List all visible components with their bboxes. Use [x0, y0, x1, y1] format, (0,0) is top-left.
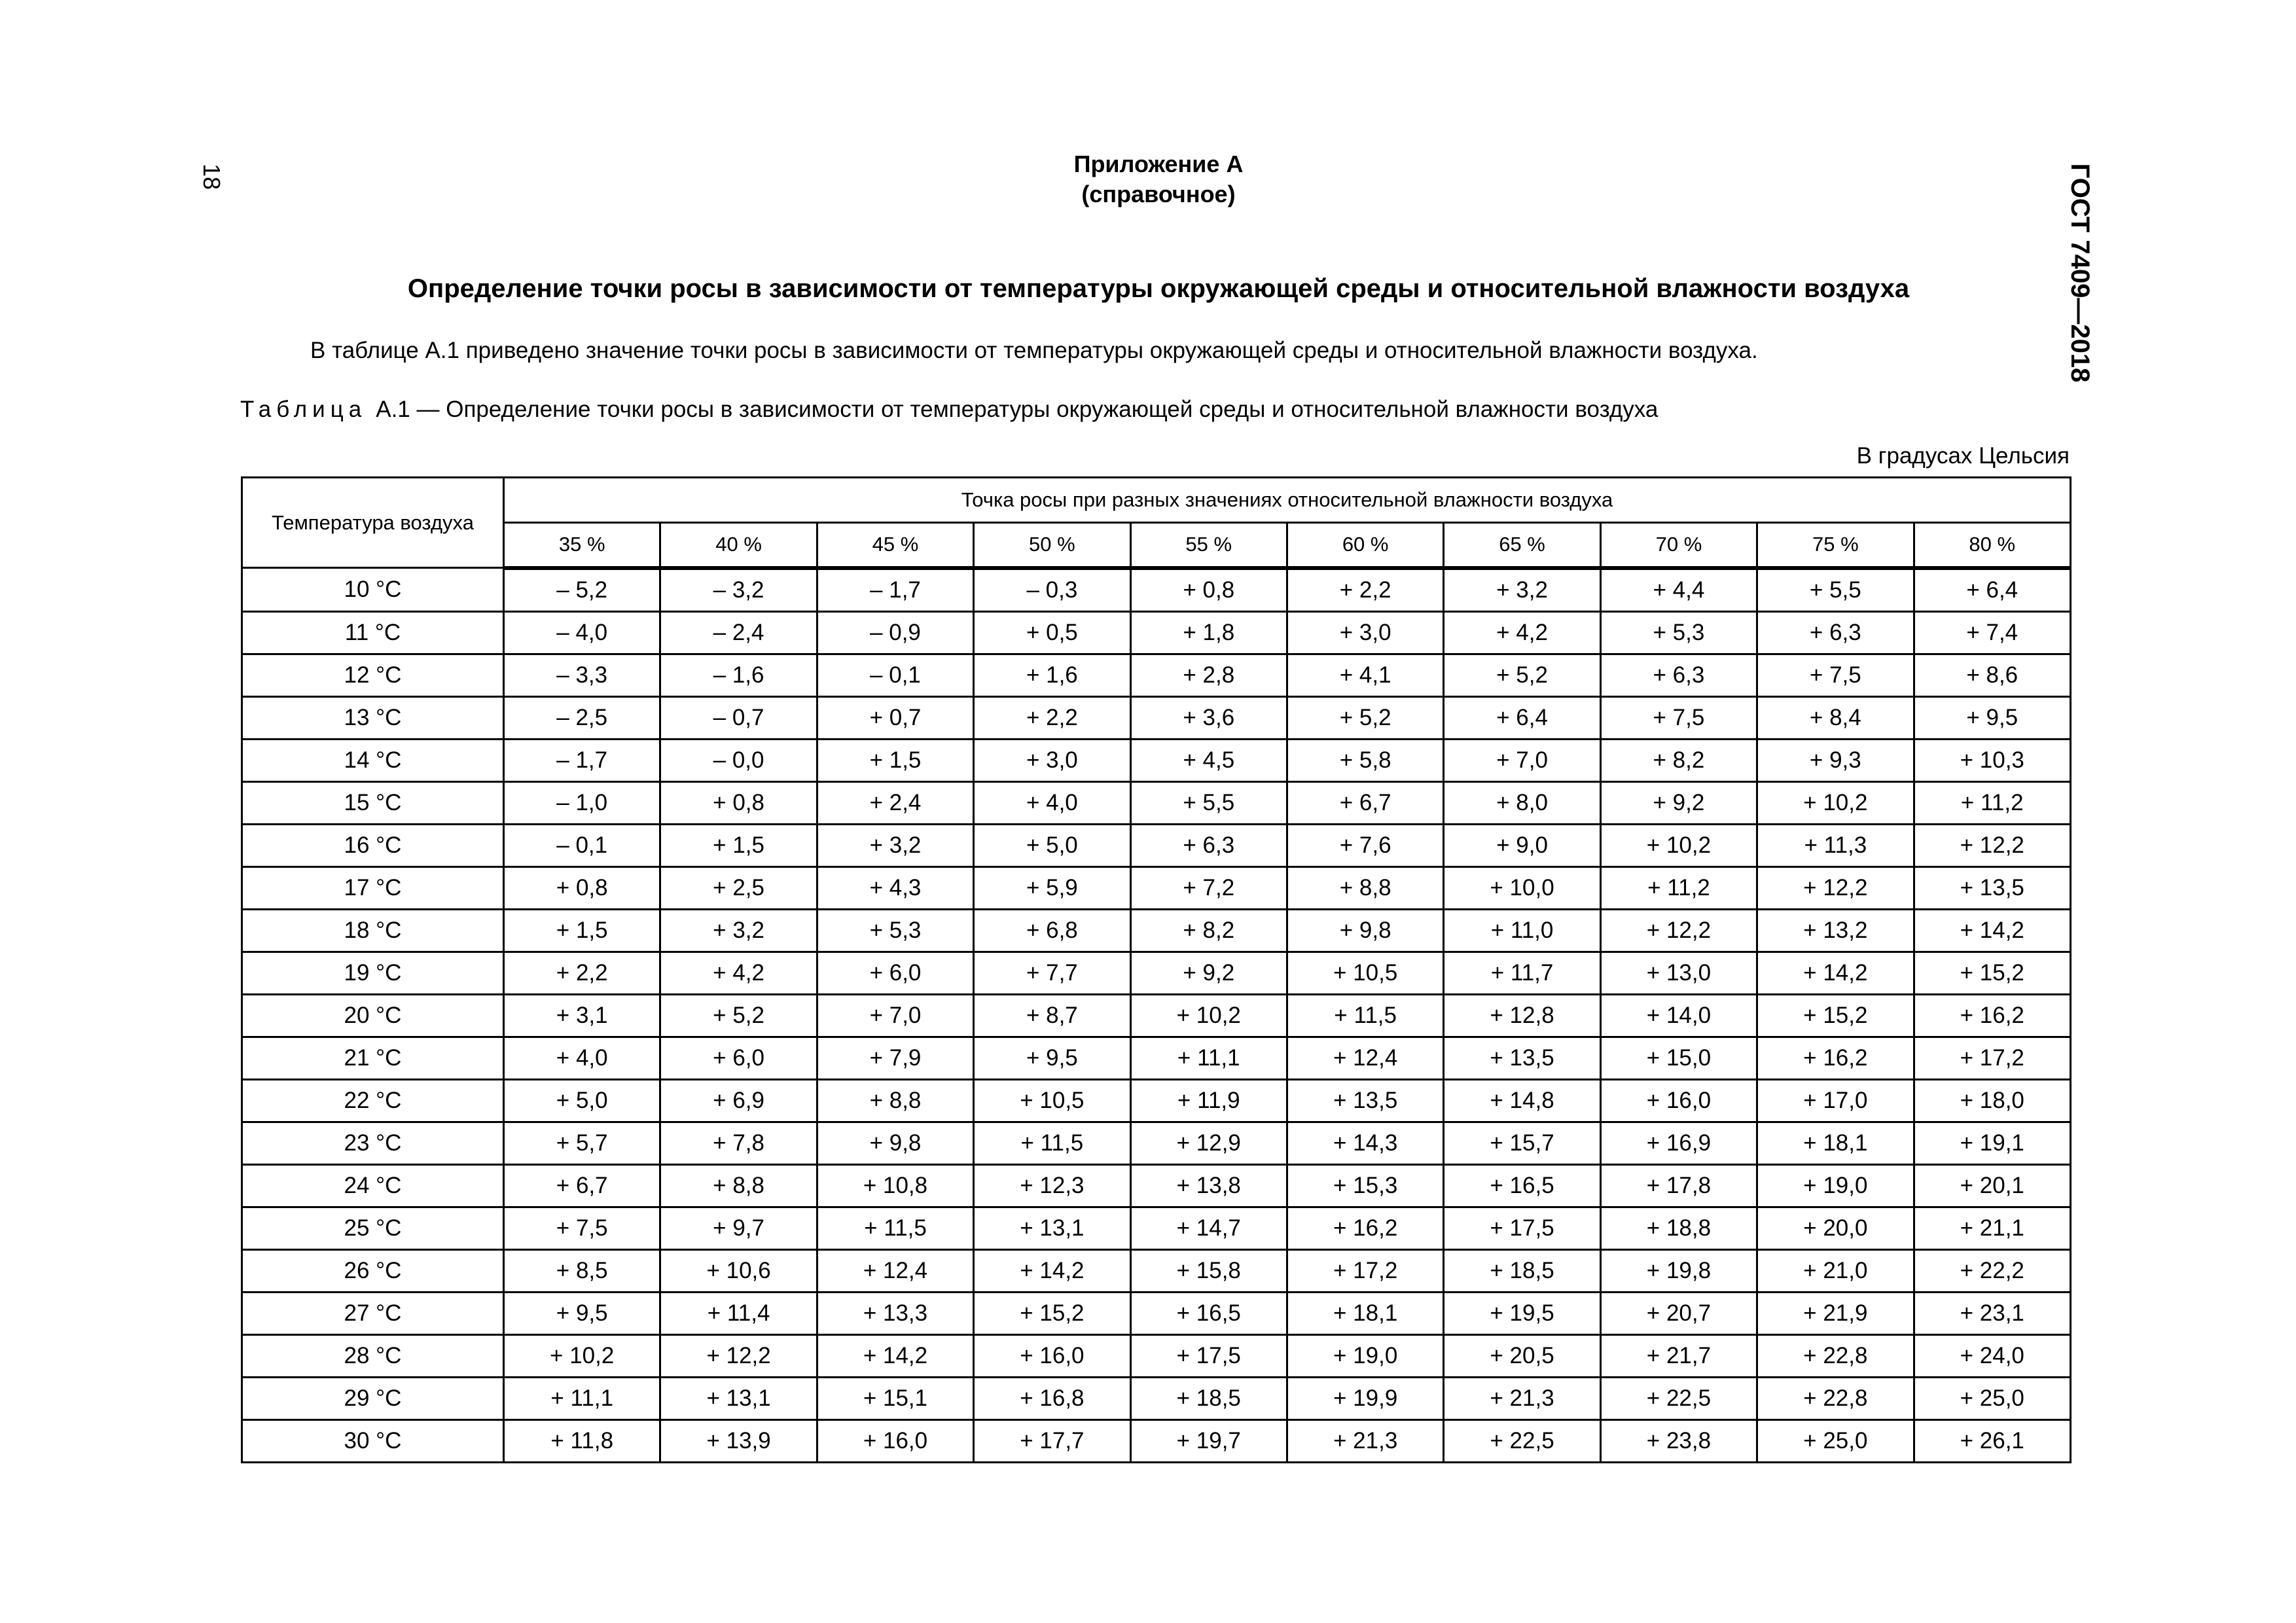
dew-point-cell: + 16,2: [1914, 994, 2070, 1037]
dew-point-cell: – 5,2: [504, 568, 660, 612]
dew-point-cell: + 11,2: [1914, 781, 2070, 824]
dew-point-cell: + 1,5: [504, 909, 660, 952]
dew-point-cell: + 21,7: [1600, 1334, 1757, 1377]
dew-point-cell: + 5,3: [817, 909, 973, 952]
table-caption: [240, 395, 1658, 424]
dew-point-cell: + 5,7: [504, 1122, 660, 1164]
dew-point-cell: + 7,5: [1600, 696, 1757, 739]
dew-point-cell: + 14,2: [1757, 952, 1914, 994]
table-row: [242, 611, 2071, 654]
dew-point-cell: + 5,0: [974, 824, 1130, 866]
dew-point-cell: + 22,2: [1914, 1249, 2070, 1292]
dew-point-cell: + 13,5: [1914, 866, 2070, 909]
dew-point-cell: + 3,2: [660, 909, 817, 952]
dew-point-cell: + 5,8: [1287, 739, 1443, 781]
dew-point-cell: + 2,4: [817, 781, 973, 824]
dew-point-cell: + 8,5: [504, 1249, 660, 1292]
dew-point-cell: + 6,4: [1914, 568, 2070, 612]
dew-point-cell: + 10,0: [1444, 866, 1600, 909]
dew-point-cell: + 4,1: [1287, 654, 1443, 696]
dew-point-cell: + 14,3: [1287, 1122, 1443, 1164]
table-header-row: [242, 478, 2071, 523]
dew-point-cell: + 6,0: [817, 952, 973, 994]
dew-point-cell: + 22,8: [1757, 1377, 1914, 1419]
dew-point-cell: + 0,5: [974, 611, 1130, 654]
table-row: [242, 739, 2071, 781]
dew-point-cell: + 19,0: [1757, 1164, 1914, 1207]
dew-point-cell: – 1,7: [504, 739, 660, 781]
temperature-cell: 22 °C: [242, 1079, 504, 1122]
dew-point-cell: + 12,2: [1914, 824, 2070, 866]
column-header-cell: 65 %: [1444, 523, 1600, 568]
table-row: [242, 1334, 2071, 1377]
dew-point-cell: + 6,7: [504, 1164, 660, 1207]
dew-point-cell: + 7,0: [1444, 739, 1600, 781]
table-row: [242, 1079, 2071, 1122]
dew-point-cell: + 20,1: [1914, 1164, 2070, 1207]
dew-point-cell: + 7,4: [1914, 611, 2070, 654]
page-number: 18: [198, 163, 225, 190]
dew-point-cell: – 0,7: [660, 696, 817, 739]
dew-point-cell: + 2,2: [504, 952, 660, 994]
table-caption-label: Таблица: [240, 397, 367, 422]
appendix-heading: [0, 149, 2296, 209]
dew-point-cell: + 7,2: [1130, 866, 1287, 909]
dew-point-cell: + 19,7: [1130, 1419, 1287, 1462]
dew-point-cell: + 7,5: [1757, 654, 1914, 696]
temperature-cell: 15 °C: [242, 781, 504, 824]
dew-point-cell: + 14,2: [817, 1334, 973, 1377]
dew-point-cell: + 9,7: [660, 1207, 817, 1249]
dew-point-cell: + 10,2: [1130, 994, 1287, 1037]
dew-point-cell: + 9,2: [1130, 952, 1287, 994]
dew-point-cell: + 17,7: [974, 1419, 1130, 1462]
dew-point-cell: + 9,5: [504, 1292, 660, 1334]
table-row: [242, 1122, 2071, 1164]
dew-point-cell: + 21,0: [1757, 1249, 1914, 1292]
dew-point-cell: + 3,0: [974, 739, 1130, 781]
dew-point-cell: + 0,8: [660, 781, 817, 824]
dew-point-cell: + 21,3: [1444, 1377, 1600, 1419]
dew-point-cell: – 2,5: [504, 696, 660, 739]
dew-point-cell: + 18,1: [1757, 1122, 1914, 1164]
dew-point-cell: + 15,2: [974, 1292, 1130, 1334]
dew-point-cell: + 5,9: [974, 866, 1130, 909]
dew-point-cell: + 16,9: [1600, 1122, 1757, 1164]
dew-point-cell: + 6,3: [1600, 654, 1757, 696]
dew-point-cell: + 10,6: [660, 1249, 817, 1292]
dew-point-cell: + 14,7: [1130, 1207, 1287, 1249]
table-row: [242, 1207, 2071, 1249]
dew-point-cell: + 3,2: [817, 824, 973, 866]
dew-point-cell: + 9,5: [974, 1037, 1130, 1079]
dew-point-cell: + 11,1: [504, 1377, 660, 1419]
dew-point-cell: + 2,2: [974, 696, 1130, 739]
dew-point-cell: + 11,8: [504, 1419, 660, 1462]
dew-point-cell: + 6,0: [660, 1037, 817, 1079]
dew-point-cell: + 11,5: [817, 1207, 973, 1249]
dew-point-cell: + 12,3: [974, 1164, 1130, 1207]
dew-point-cell: – 0,3: [974, 568, 1130, 612]
dew-point-cell: + 18,1: [1287, 1292, 1443, 1334]
dew-point-cell: + 19,1: [1914, 1122, 2070, 1164]
table-row: [242, 994, 2071, 1037]
table-row: [242, 1377, 2071, 1419]
dew-point-cell: + 3,2: [1444, 568, 1600, 612]
dew-point-cell: + 2,2: [1287, 568, 1443, 612]
dew-point-cell: – 0,9: [817, 611, 973, 654]
table-row: [242, 1249, 2071, 1292]
dew-point-cell: + 10,5: [1287, 952, 1443, 994]
dew-point-cell: + 0,7: [817, 696, 973, 739]
dew-point-cell: + 19,5: [1444, 1292, 1600, 1334]
dew-point-cell: + 3,1: [504, 994, 660, 1037]
dew-point-cell: + 13,2: [1757, 909, 1914, 952]
units-note: В градусах Цельсия: [1856, 443, 2070, 469]
dew-point-cell: + 6,3: [1130, 824, 1287, 866]
dew-point-cell: + 6,3: [1757, 611, 1914, 654]
appendix-subtitle: (справочное): [1081, 181, 1236, 207]
dew-point-cell: + 23,8: [1600, 1419, 1757, 1462]
dew-point-cell: + 11,0: [1444, 909, 1600, 952]
dew-point-cell: + 5,2: [660, 994, 817, 1037]
dew-point-cell: + 10,5: [974, 1079, 1130, 1122]
dew-point-cell: + 18,8: [1600, 1207, 1757, 1249]
dew-point-cell: + 10,3: [1914, 739, 2070, 781]
dew-point-cell: + 13,3: [817, 1292, 973, 1334]
dew-point-cell: + 15,0: [1600, 1037, 1757, 1079]
dew-point-cell: + 4,0: [974, 781, 1130, 824]
temperature-cell: 17 °C: [242, 866, 504, 909]
dew-point-cell: + 11,4: [660, 1292, 817, 1334]
temperature-cell: 12 °C: [242, 654, 504, 696]
dew-point-cell: + 15,2: [1914, 952, 2070, 994]
dew-point-cell: + 16,0: [817, 1419, 973, 1462]
dew-point-cell: + 7,6: [1287, 824, 1443, 866]
table-row: [242, 696, 2071, 739]
dew-point-cell: + 10,2: [1600, 824, 1757, 866]
dew-point-cell: + 18,5: [1130, 1377, 1287, 1419]
table-body: [242, 568, 2071, 1463]
dew-point-cell: + 11,3: [1757, 824, 1914, 866]
page-title: Определение точки росы в зависимости от температуры окружающей среды и относительной влажности воздуха: [407, 274, 1910, 303]
dew-point-cell: + 12,2: [1757, 866, 1914, 909]
table-row: [242, 1037, 2071, 1079]
dew-point-cell: + 14,8: [1444, 1079, 1600, 1122]
temperature-cell: 24 °C: [242, 1164, 504, 1207]
temperature-cell: 13 °C: [242, 696, 504, 739]
dew-point-cell: + 3,6: [1130, 696, 1287, 739]
dew-point-cell: + 15,2: [1757, 994, 1914, 1037]
dew-point-cell: + 11,7: [1444, 952, 1600, 994]
table-row: [242, 1292, 2071, 1334]
dew-point-cell: + 10,2: [1757, 781, 1914, 824]
dew-point-cell: + 19,8: [1600, 1249, 1757, 1292]
dew-point-cell: + 1,6: [974, 654, 1130, 696]
dew-point-cell: + 8,4: [1757, 696, 1914, 739]
dew-point-cell: + 21,9: [1757, 1292, 1914, 1334]
dew-point-cell: + 21,1: [1914, 1207, 2070, 1249]
dew-point-cell: + 7,7: [974, 952, 1130, 994]
dew-point-cell: + 17,5: [1444, 1207, 1600, 1249]
temperature-cell: 11 °C: [242, 611, 504, 654]
temperature-cell: 19 °C: [242, 952, 504, 994]
dew-point-cell: – 1,6: [660, 654, 817, 696]
column-header-cell: 35 %: [504, 523, 660, 568]
appendix-title: Приложение А: [1073, 151, 1244, 177]
dew-point-cell: + 9,8: [817, 1122, 973, 1164]
column-header-cell: 50 %: [974, 523, 1130, 568]
dew-point-cell: + 11,5: [1287, 994, 1443, 1037]
dew-point-cell: + 25,0: [1914, 1377, 2070, 1419]
column-header-cell: 70 %: [1600, 523, 1757, 568]
table-row: [242, 1419, 2071, 1462]
dew-point-cell: + 0,8: [1130, 568, 1287, 612]
temperature-cell: 29 °C: [242, 1377, 504, 1419]
dew-point-cell: + 2,8: [1130, 654, 1287, 696]
temperature-cell: 21 °C: [242, 1037, 504, 1079]
dew-point-cell: + 16,2: [1757, 1037, 1914, 1079]
dew-point-cell: + 12,9: [1130, 1122, 1287, 1164]
dew-point-cell: + 9,5: [1914, 696, 2070, 739]
dew-point-cell: + 23,1: [1914, 1292, 2070, 1334]
dew-point-cell: + 22,8: [1757, 1334, 1914, 1377]
dew-point-cell: + 4,4: [1600, 568, 1757, 612]
dew-point-cell: – 0,1: [504, 824, 660, 866]
dew-point-cell: + 26,1: [1914, 1419, 2070, 1462]
dew-point-cell: + 13,5: [1287, 1079, 1443, 1122]
dew-point-cell: + 5,0: [504, 1079, 660, 1122]
column-header-cell: 75 %: [1757, 523, 1914, 568]
dew-point-cell: + 1,8: [1130, 611, 1287, 654]
dew-point-cell: + 5,2: [1444, 654, 1600, 696]
dew-point-cell: – 1,0: [504, 781, 660, 824]
dew-point-cell: + 13,5: [1444, 1037, 1600, 1079]
temperature-cell: 14 °C: [242, 739, 504, 781]
dew-point-cell: + 20,5: [1444, 1334, 1600, 1377]
dew-point-cell: + 1,5: [817, 739, 973, 781]
dew-point-cell: + 24,0: [1914, 1334, 2070, 1377]
dew-point-cell: + 6,7: [1287, 781, 1443, 824]
dew-point-cell: + 19,0: [1287, 1334, 1443, 1377]
dew-point-cell: + 13,8: [1130, 1164, 1287, 1207]
column-header-cell: 80 %: [1914, 523, 2070, 568]
column-header-cell: 55 %: [1130, 523, 1287, 568]
dew-point-cell: + 9,0: [1444, 824, 1600, 866]
dew-point-cell: + 9,3: [1757, 739, 1914, 781]
dew-point-cell: + 16,0: [974, 1334, 1130, 1377]
table-row: [242, 952, 2071, 994]
dew-point-cell: + 4,2: [660, 952, 817, 994]
temperature-cell: 27 °C: [242, 1292, 504, 1334]
dew-point-cell: + 16,2: [1287, 1207, 1443, 1249]
dew-point-cell: + 18,0: [1914, 1079, 2070, 1122]
table-row: [242, 654, 2071, 696]
table-caption-text: А.1 — Определение точки росы в зависимости от температуры окружающей среды и относительной влажности воздуха: [376, 397, 1659, 422]
dew-point-cell: + 17,2: [1287, 1249, 1443, 1292]
temperature-cell: 28 °C: [242, 1334, 504, 1377]
dew-point-cell: + 11,1: [1130, 1037, 1287, 1079]
dew-point-cell: + 17,8: [1600, 1164, 1757, 1207]
table-row: [242, 568, 2071, 612]
dew-point-cell: + 10,8: [817, 1164, 973, 1207]
dew-point-cell: + 20,0: [1757, 1207, 1914, 1249]
dew-point-cell: + 16,8: [974, 1377, 1130, 1419]
dew-point-cell: – 4,0: [504, 611, 660, 654]
row-header-cell: Температура воздуха: [242, 478, 504, 568]
dew-point-cell: + 8,8: [817, 1079, 973, 1122]
dew-point-cell: + 1,5: [660, 824, 817, 866]
dew-point-cell: + 6,4: [1444, 696, 1600, 739]
dew-point-cell: – 2,4: [660, 611, 817, 654]
dew-point-cell: + 8,0: [1444, 781, 1600, 824]
temperature-cell: 10 °C: [242, 568, 504, 612]
dew-point-cell: – 3,2: [660, 568, 817, 612]
dew-point-cell: + 4,0: [504, 1037, 660, 1079]
group-header-cell: Точка росы при разных значениях относительной влажности воздуха: [504, 478, 2071, 523]
dew-point-cell: – 0,1: [817, 654, 973, 696]
column-header-row: [242, 523, 2071, 568]
dew-point-cell: + 5,3: [1600, 611, 1757, 654]
temperature-cell: 25 °C: [242, 1207, 504, 1249]
dew-point-cell: + 0,8: [504, 866, 660, 909]
dew-point-cell: + 12,2: [660, 1334, 817, 1377]
dew-point-cell: + 6,9: [660, 1079, 817, 1122]
dew-point-cell: + 4,3: [817, 866, 973, 909]
dew-point-cell: + 20,7: [1600, 1292, 1757, 1334]
dew-point-cell: + 12,4: [817, 1249, 973, 1292]
intro-paragraph: В таблице А.1 приведено значение точки росы в зависимости от температуры окружающей среды и относительной влажности воздуха.: [310, 338, 1758, 363]
column-header-cell: 45 %: [817, 523, 973, 568]
dew-point-cell: + 11,5: [974, 1122, 1130, 1164]
dew-point-cell: + 12,4: [1287, 1037, 1443, 1079]
dew-point-cell: + 8,8: [1287, 866, 1443, 909]
dew-point-cell: + 10,2: [504, 1334, 660, 1377]
column-header-cell: 60 %: [1287, 523, 1443, 568]
dew-point-cell: + 18,5: [1444, 1249, 1600, 1292]
column-header-cell: 40 %: [660, 523, 817, 568]
dew-point-cell: + 16,5: [1444, 1164, 1600, 1207]
table-row: [242, 1164, 2071, 1207]
temperature-cell: 26 °C: [242, 1249, 504, 1292]
dew-point-cell: + 14,2: [1914, 909, 2070, 952]
temperature-cell: 16 °C: [242, 824, 504, 866]
dew-point-cell: + 9,2: [1600, 781, 1757, 824]
table-row: [242, 781, 2071, 824]
dew-point-cell: + 15,3: [1287, 1164, 1443, 1207]
dew-point-cell: + 13,0: [1600, 952, 1757, 994]
dew-point-cell: + 16,5: [1130, 1292, 1287, 1334]
dew-point-cell: + 19,9: [1287, 1377, 1443, 1419]
dew-point-cell: + 3,0: [1287, 611, 1443, 654]
dew-point-cell: + 4,2: [1444, 611, 1600, 654]
dew-point-cell: + 9,8: [1287, 909, 1443, 952]
dew-point-cell: – 1,7: [817, 568, 973, 612]
dew-point-cell: + 12,2: [1600, 909, 1757, 952]
dew-point-cell: + 13,9: [660, 1419, 817, 1462]
dew-point-cell: + 15,7: [1444, 1122, 1600, 1164]
dew-point-table: [241, 476, 2072, 1463]
dew-point-cell: + 11,2: [1600, 866, 1757, 909]
dew-point-cell: + 14,0: [1600, 994, 1757, 1037]
dew-point-cell: + 7,8: [660, 1122, 817, 1164]
dew-point-cell: + 17,5: [1130, 1334, 1287, 1377]
temperature-cell: 20 °C: [242, 994, 504, 1037]
dew-point-cell: + 5,5: [1130, 781, 1287, 824]
temperature-cell: 18 °C: [242, 909, 504, 952]
standard-code: ГОСТ 7409—2018: [2066, 163, 2094, 383]
temperature-cell: 23 °C: [242, 1122, 504, 1164]
table-row: [242, 909, 2071, 952]
dew-point-cell: + 8,6: [1914, 654, 2070, 696]
dew-point-cell: + 21,3: [1287, 1419, 1443, 1462]
dew-point-cell: – 0,0: [660, 739, 817, 781]
dew-point-cell: + 8,2: [1130, 909, 1287, 952]
dew-point-cell: + 16,0: [1600, 1079, 1757, 1122]
temperature-cell: 30 °C: [242, 1419, 504, 1462]
dew-point-cell: + 22,5: [1444, 1419, 1600, 1462]
dew-point-cell: – 3,3: [504, 654, 660, 696]
table-row: [242, 866, 2071, 909]
dew-point-cell: + 11,9: [1130, 1079, 1287, 1122]
dew-point-cell: + 2,5: [660, 866, 817, 909]
dew-point-cell: + 5,5: [1757, 568, 1914, 612]
dew-point-cell: + 13,1: [974, 1207, 1130, 1249]
dew-point-cell: + 13,1: [660, 1377, 817, 1419]
dew-point-cell: + 17,2: [1914, 1037, 2070, 1079]
dew-point-cell: + 7,0: [817, 994, 973, 1037]
dew-point-cell: + 7,9: [817, 1037, 973, 1079]
dew-point-cell: + 15,1: [817, 1377, 973, 1419]
table-row: [242, 824, 2071, 866]
dew-point-cell: + 17,0: [1757, 1079, 1914, 1122]
dew-point-cell: + 5,2: [1287, 696, 1443, 739]
dew-point-cell: + 25,0: [1757, 1419, 1914, 1462]
dew-point-cell: + 4,5: [1130, 739, 1287, 781]
dew-point-cell: + 6,8: [974, 909, 1130, 952]
dew-point-cell: + 12,8: [1444, 994, 1600, 1037]
dew-point-cell: + 22,5: [1600, 1377, 1757, 1419]
dew-point-cell: + 8,8: [660, 1164, 817, 1207]
dew-point-cell: + 7,5: [504, 1207, 660, 1249]
dew-point-cell: + 8,7: [974, 994, 1130, 1037]
dew-point-cell: + 14,2: [974, 1249, 1130, 1292]
dew-point-cell: + 15,8: [1130, 1249, 1287, 1292]
dew-point-cell: + 8,2: [1600, 739, 1757, 781]
